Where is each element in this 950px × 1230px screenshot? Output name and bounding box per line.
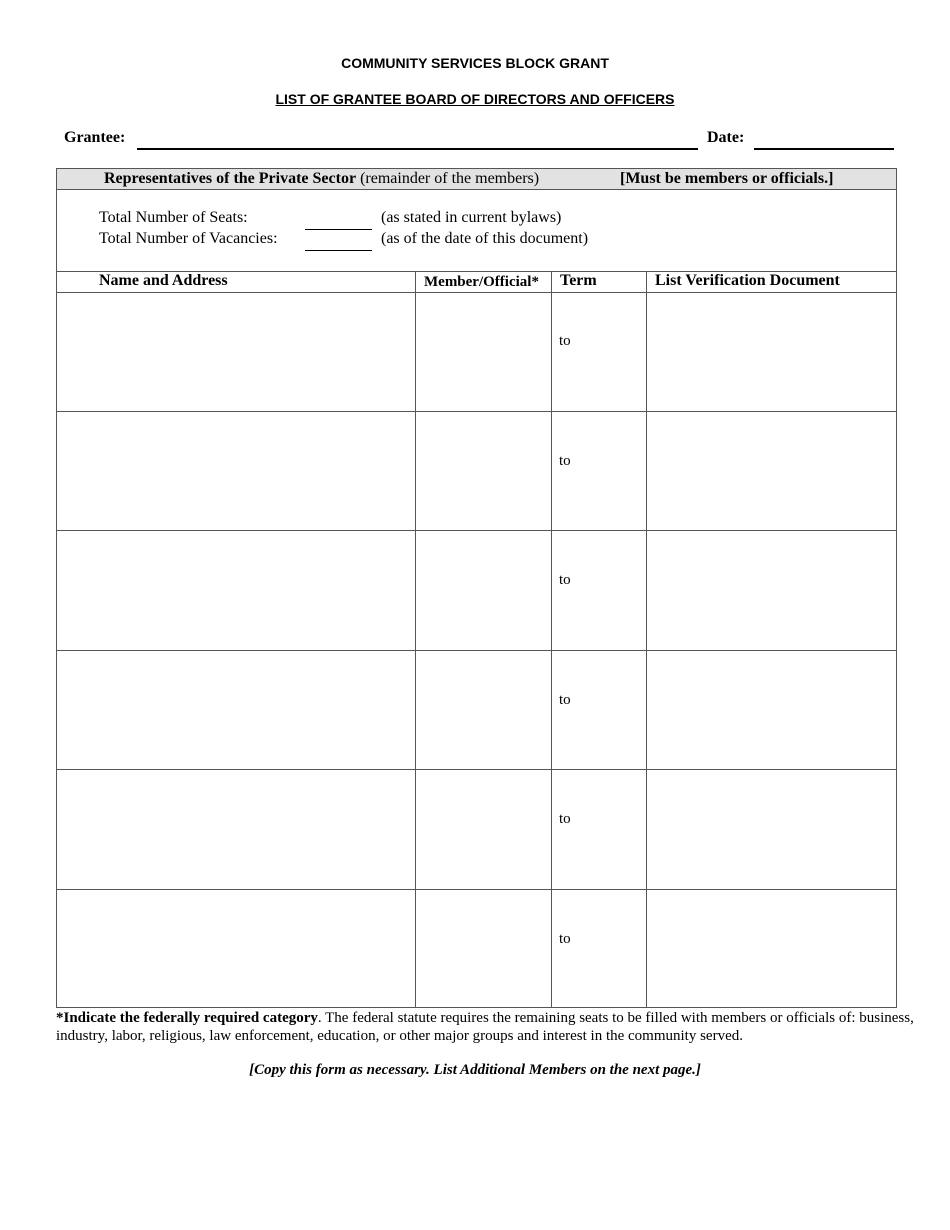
- table-header-rule: [57, 292, 896, 293]
- grantee-label: Grantee:: [64, 129, 126, 146]
- board-members-form: [56, 168, 897, 1008]
- term-to-text: to: [559, 333, 571, 349]
- total-vacancies-field[interactable]: [305, 250, 372, 251]
- form-title: COMMUNITY SERVICES BLOCK GRANT: [341, 55, 609, 71]
- section-header: [57, 169, 896, 190]
- column-divider: [646, 271, 647, 1007]
- row-divider: [57, 650, 896, 651]
- column-divider: [551, 271, 552, 1007]
- row-divider: [57, 889, 896, 890]
- row-divider: [57, 411, 896, 412]
- total-vacancies-label: Total Number of Vacancies:: [99, 230, 278, 247]
- section-requirement: [Must be members or officials.]: [620, 170, 834, 187]
- form-subtitle: LIST OF GRANTEE BOARD OF DIRECTORS AND OFFICERS: [275, 91, 675, 107]
- column-header-name-address: Name and Address: [99, 272, 228, 289]
- term-to-text: to: [559, 453, 571, 469]
- column-header-member-official: Member/Official*: [424, 274, 539, 290]
- term-to-text: to: [559, 811, 571, 827]
- grantee-field[interactable]: [137, 148, 698, 150]
- total-vacancies-note: (as of the date of this document): [381, 230, 589, 247]
- total-seats-label: Total Number of Seats:: [99, 209, 248, 226]
- footnote: *Indicate the federally required category. The federal statute requires the remaining seats to be filled with members or officials of: business, industry, labor, religious, law enforcement, education, or other major groups and interest in the community served.: [56, 1010, 914, 1044]
- date-field[interactable]: [754, 148, 894, 150]
- term-to-text: to: [559, 572, 571, 588]
- term-to-text: to: [559, 692, 571, 708]
- column-header-verification: List Verification Document: [655, 272, 840, 289]
- term-to-text: to: [559, 931, 571, 947]
- row-divider: [57, 769, 896, 770]
- copy-instruction: [Copy this form as necessary. List Additional Members on the next page.]: [249, 1062, 701, 1078]
- date-label: Date:: [707, 129, 745, 146]
- section-title: Representatives of the Private Sector (remainder of the members): [104, 170, 540, 187]
- column-divider: [415, 271, 416, 1007]
- column-header-term: Term: [560, 272, 597, 289]
- total-seats-field[interactable]: [305, 229, 372, 230]
- row-divider: [57, 530, 896, 531]
- total-seats-note: (as stated in current bylaws): [381, 209, 562, 226]
